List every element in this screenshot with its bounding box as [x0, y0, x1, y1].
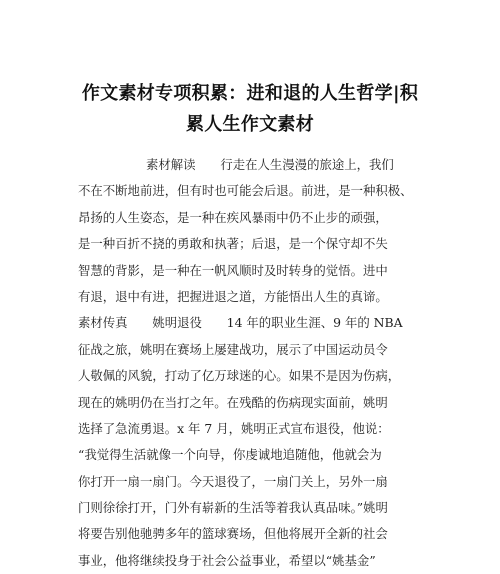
body-line: 征战之旅，姚明在赛场上屡建战功，展示了中国运动员令 [78, 341, 388, 357]
body-line: 有退，退中有进，把握进退之道，方能悟出人生的真谛。 [78, 288, 388, 304]
body-line: 昂扬的人生姿态，是一种在疾风暴雨中仍不止步的顽强， [78, 209, 388, 225]
document-body [78, 152, 430, 574]
body-line: 门则徐徐打开，门外有崭新的生活等着我认真品味。”姚明 [78, 500, 388, 516]
body-line: 智慧的背影，是一种在一帆风顺时及时转身的觉悟。进中 [78, 262, 388, 278]
body-line: 人敬佩的风貌，打动了亿万球迷的心。如果不是因为伤病， [78, 368, 401, 384]
body-line: 事业，他将继续投身于社会公益事业，希望以“姚基金” [78, 552, 376, 568]
body-line: 素材传真 姚明退役 14 年的职业生涯、9 年的 NBA [78, 315, 403, 331]
body-line: 你打开一扇一扇门。今天退役了，一扇门关上，另外一扇 [78, 473, 388, 489]
body-line: 不在不断地前进，但有时也可能会后退。前进，是一种积极、 [78, 183, 413, 199]
body-line: 将要告别他驰骋多年的篮球赛场，但他将展开全新的社会 [78, 526, 388, 542]
body-line: 素材解读 行走在人生漫漫的旅途上，我们 [146, 157, 394, 172]
document-title [60, 78, 440, 140]
body-line: 现在的姚明仍在当打之年。在残酷的伤病现实面前，姚明 [78, 394, 388, 410]
title-line-2: 累人生作文素材 [185, 114, 315, 135]
title-line-1: 作文素材专项积累：进和退的人生哲学|积 [81, 83, 419, 104]
body-line: 是一种百折不挠的勇敢和执著；后退，是一个保守却不失 [78, 236, 388, 252]
body-line: 选择了急流勇退。x 年 7 月，姚明正式宣布退役，他说： [78, 420, 390, 436]
body-line: “我觉得生活就像一个向导，你虔诚地追随他，他就会为 [78, 447, 382, 463]
